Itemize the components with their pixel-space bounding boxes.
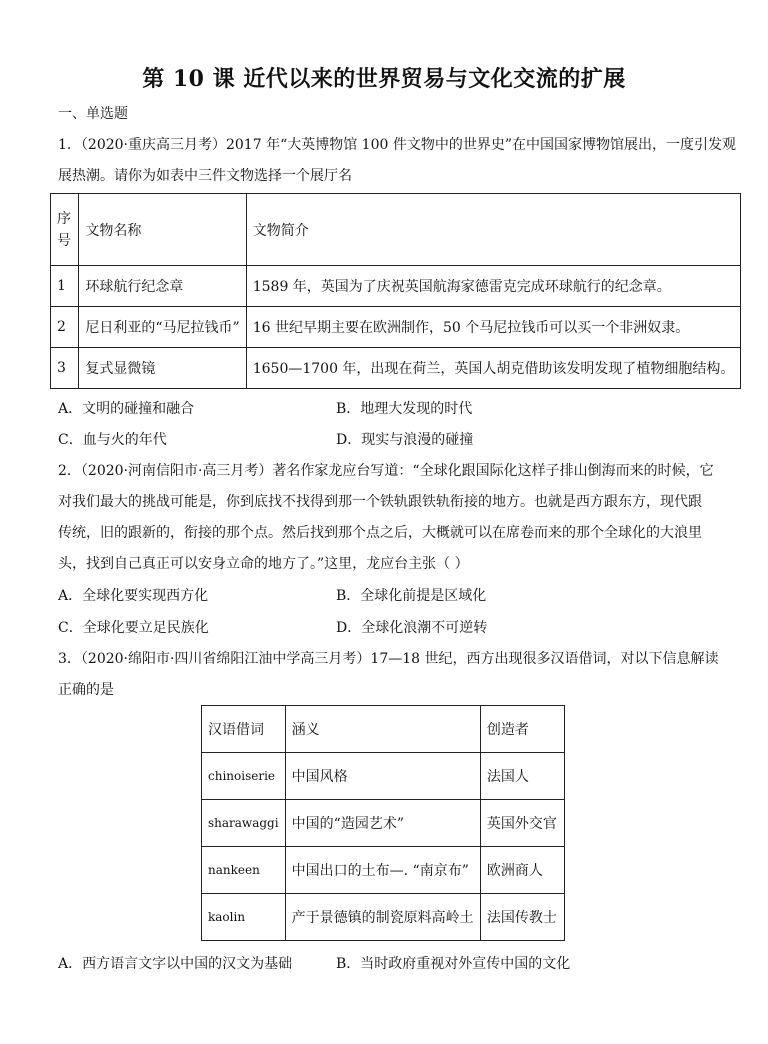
table-cell: 中国出口的土布—. “南京布” [285, 847, 480, 894]
q3-stem-line-2: 正确的是 [58, 682, 114, 698]
q1-option-c[interactable]: C．血与火的年代 [58, 432, 167, 448]
table-row [51, 348, 741, 389]
table-row [202, 847, 565, 894]
q2-stem-line-3: 传统，旧的跟新的，衔接的那个点。然后找到那个点之后，大概就可以在席卷而来的那个全球化的大浪里 [58, 525, 702, 541]
q3-option-a[interactable]: A．西方语言文字以中国的汉文为基础 [58, 956, 293, 972]
table-cell: 复式显微镜 [79, 348, 246, 389]
q2-option-c[interactable]: C．全球化要立足民族化 [58, 620, 209, 636]
table-cell: chinoiserie [202, 753, 286, 800]
table-cell: 3 [51, 348, 79, 389]
table-cell: 16 世纪早期主要在欧洲制作，50 个马尼拉钱币可以买一个非洲奴隶。 [246, 307, 741, 348]
table-cell: nankeen [202, 847, 286, 894]
table-cell: 2 [51, 307, 79, 348]
table-cell: 欧洲商人 [480, 847, 564, 894]
table-row [202, 800, 565, 847]
q2-option-a[interactable]: A．全球化要实现西方化 [58, 588, 209, 604]
table-cell: 1589 年，英国为了庆祝英国航海家德雷克完成环球航行的纪念章。 [246, 266, 741, 307]
q1-artifact-table [50, 193, 741, 389]
table-cell: 尼日利亚的“马尼拉钱币” [79, 307, 246, 348]
header-cell: 汉语借词 [202, 706, 286, 753]
q1-option-d[interactable]: D．现实与浪漫的碰撞 [336, 432, 474, 448]
table-cell: 中国风格 [285, 753, 480, 800]
table-cell: 法国人 [480, 753, 564, 800]
q1-stem-line-2: 展热潮。请你为如表中三件文物选择一个展厅名 [58, 168, 352, 184]
header-cell: 文物名称 [79, 194, 246, 266]
q2-stem-line-2: 对我们最大的挑战可能是，你到底找不找得到那一个铁轨跟铁轨衔接的地方。也就是西方跟东方，现代跟 [58, 494, 702, 510]
q3-option-b[interactable]: B．当时政府重视对外宣传中国的文化 [336, 956, 571, 972]
table-row [202, 894, 565, 941]
table-cell: sharawaggi [202, 800, 286, 847]
q2-stem-line-4: 头，找到自己真正可以安身立命的地方了。”这里，龙应台主张（ ） [58, 556, 469, 572]
table-cell: 英国外交官 [480, 800, 564, 847]
table-cell: 法国传教士 [480, 894, 564, 941]
header-cell: 涵义 [285, 706, 480, 753]
table-cell: 产于景德镇的制瓷原料高岭土 [285, 894, 480, 941]
table-cell: 环球航行纪念章 [79, 266, 246, 307]
header-cell: 序号 [51, 194, 79, 266]
table-cell: 1650—1700 年，出现在荷兰，英国人胡克借助该发明发现了植物细胞结构。 [246, 348, 741, 389]
table-cell: 中国的“造园艺术” [285, 800, 480, 847]
section-heading: 一、单选题 [58, 106, 128, 122]
table-row [202, 753, 565, 800]
header-cell: 创造者 [480, 706, 564, 753]
table-row [51, 307, 741, 348]
q3-stem-line-1: 3．（2020·绵阳市·四川省绵阳江油中学高三月考）17—18 世纪，西方出现很多汉语借词，对以下信息解读 [58, 651, 719, 667]
table-cell: 1 [51, 266, 79, 307]
q1-option-a[interactable]: A．文明的碰撞和融合 [58, 401, 195, 417]
table-cell: kaolin [202, 894, 286, 941]
table-header-row [51, 194, 741, 266]
table-row [51, 266, 741, 307]
header-cell: 文物简介 [246, 194, 741, 266]
q1-stem-line-1: 1．（2020·重庆高三月考）2017 年“大英博物馆 100 件文物中的世界史”在中国国家博物馆展出，一度引发观 [58, 137, 736, 153]
q2-stem-line-1: 2．（2020·河南信阳市·高三月考）著名作家龙应台写道：“全球化跟国际化这样子排山倒海而来的时候，它 [58, 463, 714, 479]
q2-option-d[interactable]: D．全球化浪潮不可逆转 [336, 620, 488, 636]
q3-loanword-table [201, 705, 565, 941]
q1-option-b[interactable]: B．地理大发现的时代 [336, 401, 473, 417]
page-title: 第 10 课 近代以来的世界贸易与文化交流的扩展 [142, 66, 626, 92]
table-header-row [202, 706, 565, 753]
q2-option-b[interactable]: B．全球化前提是区域化 [336, 588, 487, 604]
